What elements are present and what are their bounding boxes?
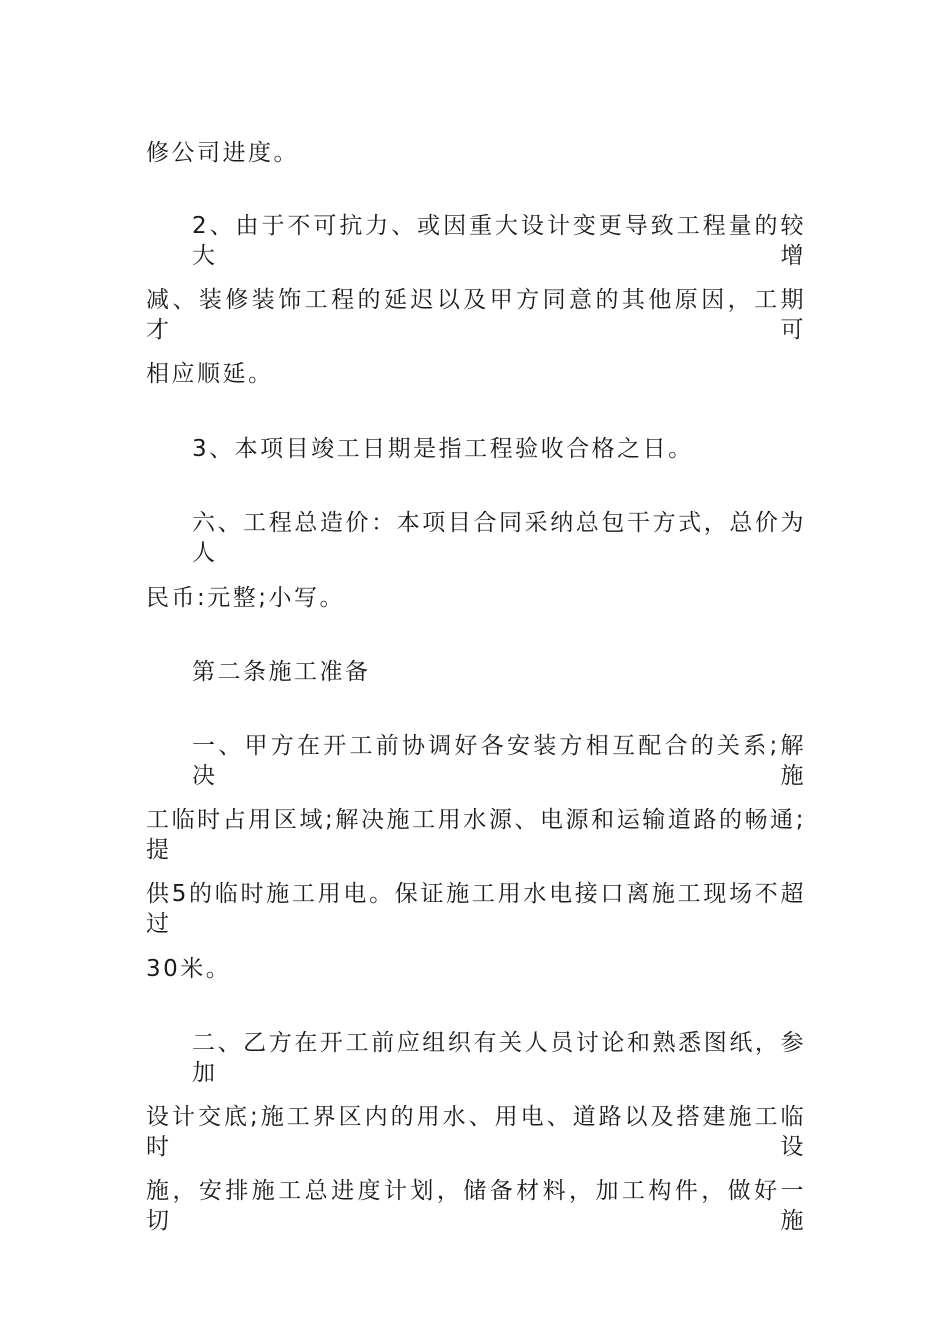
text-line: 工临时占用区域;解决施工用水源、电源和运输道路的畅通;提 <box>146 807 806 863</box>
text-line: 修公司进度。 <box>146 140 299 166</box>
section-heading: 第二条施工准备 <box>192 659 371 685</box>
text-line: 一、甲方在开工前协调好各安装方相互配合的关系;解决施 <box>192 733 806 789</box>
text-line: 相应顺延。 <box>146 361 274 387</box>
text-line: 减、装修装饰工程的延迟以及甲方同意的其他原因，工期才可 <box>146 287 806 343</box>
text-line: 二、乙方在开工前应组织有关人员讨论和熟悉图纸，参加 <box>192 1030 806 1086</box>
text-line: 30米。 <box>146 956 232 982</box>
text-line: 设计交底;施工界区内的用水、用电、道路以及搭建施工临时设 <box>146 1104 806 1160</box>
text-line: 六、工程总造价：本项目合同采纳总包干方式，总价为人 <box>192 510 806 566</box>
text-line: 供5的临时施工用电。保证施工用水电接口离施工现场不超过 <box>146 881 806 937</box>
text-line: 2、由于不可抗力、或因重大设计变更导致工程量的较大增 <box>192 213 806 269</box>
text-line: 民币:元整;小写。 <box>146 585 345 611</box>
text-line: 施，安排施工总进度计划，储备材料，加工构件，做好一切施 <box>146 1178 806 1234</box>
text-line: 3、本项目竣工日期是指工程验收合格之日。 <box>192 436 694 462</box>
